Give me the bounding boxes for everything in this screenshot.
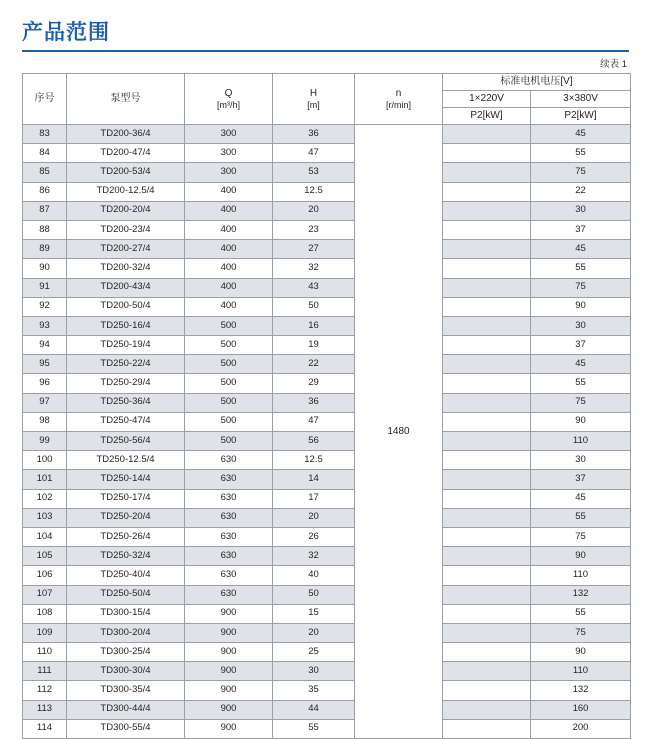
cell-p2-3ph: 55 [531, 508, 631, 527]
table-body [23, 125, 631, 739]
cell-p2-3ph: 75 [531, 623, 631, 642]
cell-p2-3ph: 45 [531, 355, 631, 374]
th-voltage-group: 标准电机电压[V] [443, 74, 631, 91]
cell-model: TD250-22/4 [67, 355, 185, 374]
cell-p2-1ph [443, 259, 531, 278]
table-row [23, 297, 631, 316]
cell-head: 32 [273, 259, 355, 278]
cell-flow: 500 [185, 393, 273, 412]
cell-no: 87 [23, 201, 67, 220]
cell-p2-1ph [443, 547, 531, 566]
table-row [23, 316, 631, 335]
cell-model: TD300-44/4 [67, 700, 185, 719]
cell-head: 26 [273, 527, 355, 546]
cell-p2-3ph: 75 [531, 393, 631, 412]
table-row [23, 240, 631, 259]
cell-p2-3ph: 55 [531, 604, 631, 623]
cell-p2-3ph: 55 [531, 144, 631, 163]
cell-flow: 400 [185, 297, 273, 316]
cell-head: 12.5 [273, 451, 355, 470]
cell-no: 113 [23, 700, 67, 719]
cell-p2-3ph: 110 [531, 662, 631, 681]
cell-no: 84 [23, 144, 67, 163]
table-row [23, 700, 631, 719]
cell-head: 36 [273, 125, 355, 144]
cell-no: 98 [23, 412, 67, 431]
cell-head: 19 [273, 336, 355, 355]
cell-p2-1ph [443, 220, 531, 239]
table-row [23, 336, 631, 355]
cell-flow: 500 [185, 355, 273, 374]
cell-p2-3ph: 45 [531, 489, 631, 508]
cell-p2-1ph [443, 585, 531, 604]
cell-head: 20 [273, 201, 355, 220]
cell-no: 91 [23, 278, 67, 297]
cell-no: 95 [23, 355, 67, 374]
th-p2-1ph: P2[kW] [443, 108, 531, 125]
cell-no: 109 [23, 623, 67, 642]
table-row [23, 201, 631, 220]
product-range-table [22, 73, 631, 739]
cell-p2-3ph: 30 [531, 451, 631, 470]
cell-model: TD300-25/4 [67, 643, 185, 662]
cell-head: 20 [273, 508, 355, 527]
cell-p2-1ph [443, 566, 531, 585]
cell-model: TD250-32/4 [67, 547, 185, 566]
cell-p2-1ph [443, 278, 531, 297]
table-row [23, 393, 631, 412]
cell-p2-3ph: 55 [531, 259, 631, 278]
cell-flow: 300 [185, 125, 273, 144]
cell-flow: 900 [185, 700, 273, 719]
cell-p2-3ph: 110 [531, 566, 631, 585]
cell-no: 106 [23, 566, 67, 585]
cell-model: TD250-16/4 [67, 316, 185, 335]
cell-p2-3ph: 45 [531, 125, 631, 144]
title-divider [22, 50, 629, 52]
table-row [23, 432, 631, 451]
cell-no: 103 [23, 508, 67, 527]
cell-flow: 500 [185, 316, 273, 335]
cell-head: 29 [273, 374, 355, 393]
cell-p2-3ph: 37 [531, 220, 631, 239]
table-row [23, 451, 631, 470]
table-row [23, 623, 631, 642]
cell-p2-3ph: 132 [531, 681, 631, 700]
th-no: 序号 [23, 74, 67, 125]
cell-model: TD250-17/4 [67, 489, 185, 508]
cell-p2-1ph [443, 623, 531, 642]
th-speed [355, 74, 443, 125]
cell-p2-3ph: 200 [531, 719, 631, 738]
cell-p2-1ph [443, 643, 531, 662]
cell-head: 30 [273, 662, 355, 681]
cell-p2-1ph [443, 470, 531, 489]
table-row [23, 278, 631, 297]
cell-p2-3ph: 30 [531, 316, 631, 335]
cell-model: TD200-36/4 [67, 125, 185, 144]
cell-flow: 900 [185, 643, 273, 662]
table-row [23, 144, 631, 163]
cell-p2-1ph [443, 412, 531, 431]
cell-head: 40 [273, 566, 355, 585]
cell-head: 36 [273, 393, 355, 412]
cell-head: 55 [273, 719, 355, 738]
cell-no: 97 [23, 393, 67, 412]
cell-p2-3ph: 30 [531, 201, 631, 220]
cell-flow: 630 [185, 566, 273, 585]
cell-p2-1ph [443, 336, 531, 355]
cell-p2-1ph [443, 681, 531, 700]
cell-model: TD200-27/4 [67, 240, 185, 259]
cell-p2-1ph [443, 489, 531, 508]
cell-flow: 900 [185, 623, 273, 642]
cell-p2-1ph [443, 719, 531, 738]
page-title: 产品范围 [22, 21, 110, 44]
cell-head: 35 [273, 681, 355, 700]
table-row [23, 719, 631, 738]
cell-flow: 500 [185, 336, 273, 355]
cell-flow: 400 [185, 259, 273, 278]
cell-no: 83 [23, 125, 67, 144]
cell-p2-1ph [443, 201, 531, 220]
cell-flow: 900 [185, 604, 273, 623]
cell-model: TD250-56/4 [67, 432, 185, 451]
cell-model: TD250-14/4 [67, 470, 185, 489]
cell-no: 96 [23, 374, 67, 393]
cell-model: TD250-29/4 [67, 374, 185, 393]
cell-model: TD300-15/4 [67, 604, 185, 623]
cell-model: TD300-20/4 [67, 623, 185, 642]
cell-no: 89 [23, 240, 67, 259]
header-row-top [23, 74, 631, 91]
cell-no: 108 [23, 604, 67, 623]
cell-no: 110 [23, 643, 67, 662]
cell-flow: 900 [185, 662, 273, 681]
cell-model: TD200-47/4 [67, 144, 185, 163]
cell-head: 14 [273, 470, 355, 489]
cell-p2-1ph [443, 125, 531, 144]
cell-p2-3ph: 90 [531, 547, 631, 566]
cell-model: TD200-50/4 [67, 297, 185, 316]
cell-model: TD250-12.5/4 [67, 451, 185, 470]
cell-p2-3ph: 90 [531, 297, 631, 316]
cell-p2-3ph: 75 [531, 278, 631, 297]
cell-no: 90 [23, 259, 67, 278]
table-row [23, 412, 631, 431]
cell-model: TD200-12.5/4 [67, 182, 185, 201]
cell-p2-1ph [443, 240, 531, 259]
cell-model: TD200-32/4 [67, 259, 185, 278]
cell-p2-3ph: 55 [531, 374, 631, 393]
cell-p2-3ph: 160 [531, 700, 631, 719]
th-p2-3ph: P2[kW] [531, 108, 631, 125]
cell-no: 114 [23, 719, 67, 738]
cell-flow: 630 [185, 489, 273, 508]
cell-no: 99 [23, 432, 67, 451]
th-flow [185, 74, 273, 125]
cell-model: TD200-20/4 [67, 201, 185, 220]
th-speed-symbol: n [395, 88, 402, 100]
cell-flow: 630 [185, 547, 273, 566]
table-head [23, 74, 631, 125]
cell-head: 43 [273, 278, 355, 297]
table-row [23, 643, 631, 662]
cell-no: 94 [23, 336, 67, 355]
cell-p2-3ph: 22 [531, 182, 631, 201]
table-row [23, 125, 631, 144]
th-speed-unit: [r/min] [385, 99, 411, 110]
cell-model: TD250-19/4 [67, 336, 185, 355]
cell-flow: 630 [185, 527, 273, 546]
cell-model: TD250-36/4 [67, 393, 185, 412]
cell-p2-1ph [443, 374, 531, 393]
cell-no: 105 [23, 547, 67, 566]
th-head-symbol: H [309, 88, 318, 100]
cell-head: 27 [273, 240, 355, 259]
cell-p2-1ph [443, 393, 531, 412]
cell-flow: 500 [185, 374, 273, 393]
cell-p2-3ph: 37 [531, 336, 631, 355]
th-head-unit: [m] [307, 99, 320, 110]
cell-flow: 500 [185, 412, 273, 431]
cell-model: TD200-53/4 [67, 163, 185, 182]
cell-head: 44 [273, 700, 355, 719]
table-row [23, 489, 631, 508]
cell-flow: 400 [185, 278, 273, 297]
table-row [23, 547, 631, 566]
cell-p2-3ph: 132 [531, 585, 631, 604]
cell-flow: 630 [185, 451, 273, 470]
cell-no: 101 [23, 470, 67, 489]
table-row [23, 470, 631, 489]
cell-no: 88 [23, 220, 67, 239]
cell-flow: 630 [185, 508, 273, 527]
cell-no: 102 [23, 489, 67, 508]
table-row [23, 585, 631, 604]
cell-head: 50 [273, 585, 355, 604]
cell-p2-1ph [443, 508, 531, 527]
cell-p2-1ph [443, 144, 531, 163]
cell-p2-1ph [443, 297, 531, 316]
continued-table-label: 续表 1 [600, 59, 627, 70]
table-row [23, 374, 631, 393]
cell-head: 47 [273, 412, 355, 431]
cell-speed: 1480 [355, 125, 443, 739]
table-row [23, 662, 631, 681]
cell-p2-1ph [443, 662, 531, 681]
cell-flow: 900 [185, 719, 273, 738]
cell-head: 16 [273, 316, 355, 335]
table-row [23, 566, 631, 585]
cell-p2-3ph: 90 [531, 412, 631, 431]
cell-no: 107 [23, 585, 67, 604]
table-row [23, 527, 631, 546]
cell-flow: 300 [185, 163, 273, 182]
cell-flow: 500 [185, 432, 273, 451]
cell-model: TD200-23/4 [67, 220, 185, 239]
cell-p2-1ph [443, 527, 531, 546]
cell-model: TD300-55/4 [67, 719, 185, 738]
cell-p2-1ph [443, 451, 531, 470]
table-row [23, 508, 631, 527]
cell-flow: 400 [185, 201, 273, 220]
table-row [23, 182, 631, 201]
cell-p2-1ph [443, 604, 531, 623]
table-row [23, 220, 631, 239]
cell-p2-1ph [443, 163, 531, 182]
cell-head: 47 [273, 144, 355, 163]
cell-p2-1ph [443, 355, 531, 374]
table-row [23, 163, 631, 182]
cell-p2-1ph [443, 432, 531, 451]
cell-head: 32 [273, 547, 355, 566]
cell-head: 50 [273, 297, 355, 316]
table-row [23, 259, 631, 278]
cell-no: 92 [23, 297, 67, 316]
cell-head: 23 [273, 220, 355, 239]
cell-head: 12.5 [273, 182, 355, 201]
cell-model: TD250-40/4 [67, 566, 185, 585]
cell-no: 111 [23, 662, 67, 681]
cell-no: 112 [23, 681, 67, 700]
cell-p2-1ph [443, 700, 531, 719]
cell-no: 86 [23, 182, 67, 201]
cell-flow: 400 [185, 220, 273, 239]
th-head [273, 74, 355, 125]
table-row [23, 681, 631, 700]
cell-p2-3ph: 75 [531, 527, 631, 546]
cell-no: 104 [23, 527, 67, 546]
cell-head: 17 [273, 489, 355, 508]
cell-model: TD250-20/4 [67, 508, 185, 527]
cell-p2-3ph: 110 [531, 432, 631, 451]
cell-flow: 630 [185, 470, 273, 489]
cell-model: TD250-47/4 [67, 412, 185, 431]
cell-p2-1ph [443, 182, 531, 201]
th-flow-unit: [m³/h] [216, 99, 240, 110]
cell-model: TD300-30/4 [67, 662, 185, 681]
cell-p2-3ph: 37 [531, 470, 631, 489]
cell-head: 25 [273, 643, 355, 662]
cell-no: 100 [23, 451, 67, 470]
th-voltage-3ph: 3×380V [531, 91, 631, 108]
cell-head: 15 [273, 604, 355, 623]
cell-no: 93 [23, 316, 67, 335]
cell-model: TD200-43/4 [67, 278, 185, 297]
cell-flow: 630 [185, 585, 273, 604]
cell-p2-3ph: 45 [531, 240, 631, 259]
cell-head: 53 [273, 163, 355, 182]
cell-p2-1ph [443, 316, 531, 335]
table-row [23, 355, 631, 374]
cell-p2-3ph: 75 [531, 163, 631, 182]
cell-flow: 300 [185, 144, 273, 163]
cell-p2-3ph: 90 [531, 643, 631, 662]
cell-model: TD250-26/4 [67, 527, 185, 546]
cell-flow: 400 [185, 182, 273, 201]
cell-head: 20 [273, 623, 355, 642]
cell-head: 56 [273, 432, 355, 451]
cell-model: TD250-50/4 [67, 585, 185, 604]
th-voltage-1ph: 1×220V [443, 91, 531, 108]
cell-flow: 900 [185, 681, 273, 700]
cell-no: 85 [23, 163, 67, 182]
cell-model: TD300-35/4 [67, 681, 185, 700]
th-model: 泵型号 [67, 74, 185, 125]
cell-head: 22 [273, 355, 355, 374]
cell-flow: 400 [185, 240, 273, 259]
table-row [23, 604, 631, 623]
th-flow-symbol: Q [224, 88, 233, 100]
